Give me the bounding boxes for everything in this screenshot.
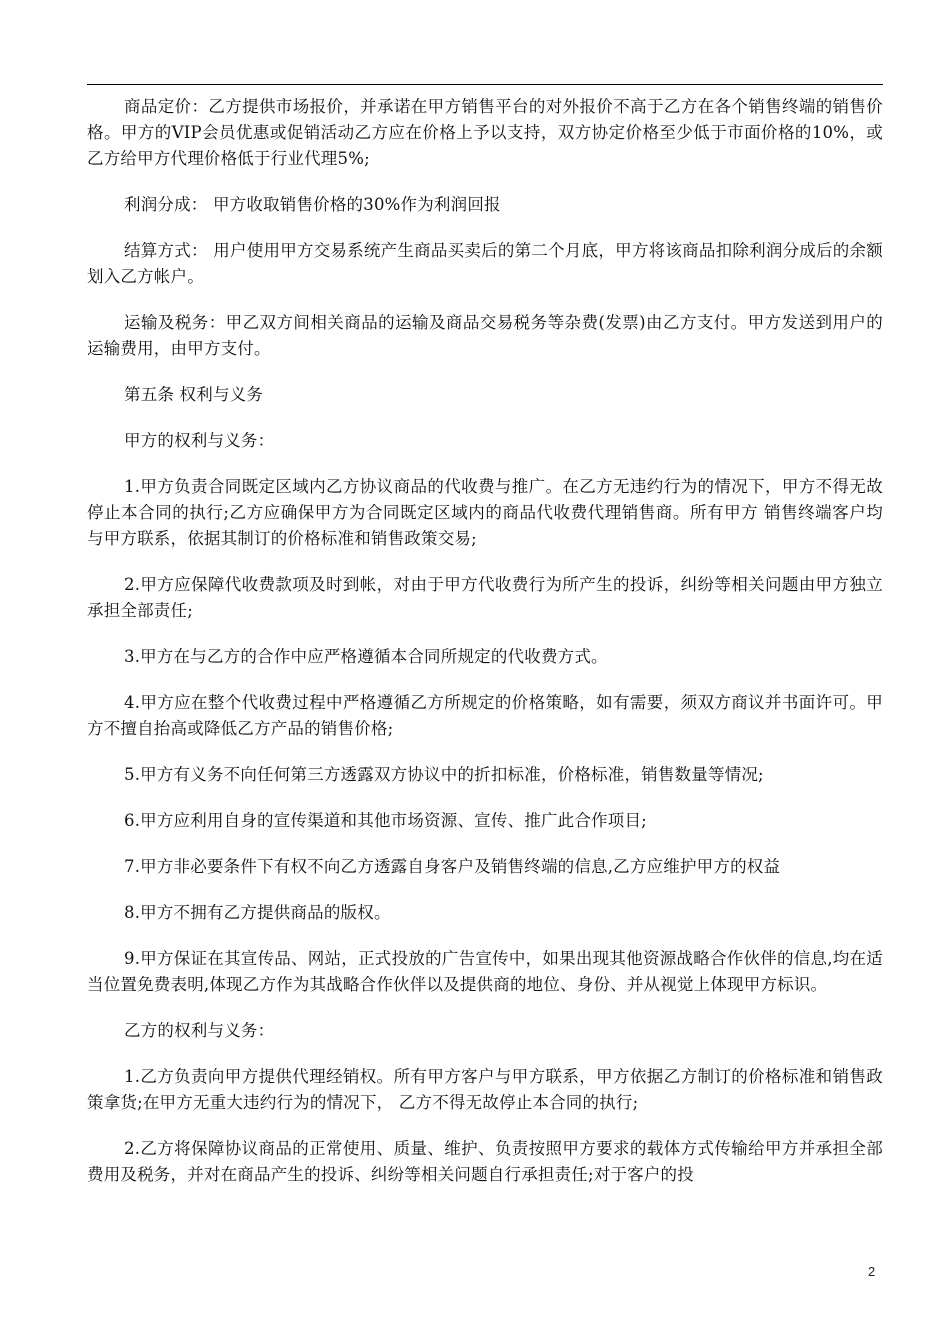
party-a-clause-4: 4.甲方应在整个代收费过程中严格遵循乙方所规定的价格策略，如有需要，须双方商议并书面许可。甲方不擅自抬高或降低乙方产品的销售价格; [87,693,883,738]
subheading-party-a: 甲方的权利与义务： [124,431,275,450]
subheading-party-b: 乙方的权利与义务： [124,1021,275,1040]
party-a-clause-7: 7.甲方非必要条件下有权不向乙方透露自身客户及销售终端的信息,乙方应维护甲方的权益 [124,857,781,876]
header-rule [87,84,883,85]
party-a-clause-6: 6.甲方应利用自身的宣传渠道和其他市场资源、宣传、推广此合作项目; [124,811,647,830]
page-number: 2 [868,1264,876,1279]
party-a-clause-8: 8.甲方不拥有乙方提供商品的版权。 [124,903,391,922]
paragraph-shipping-tax: 运输及税务：甲乙双方间相关商品的运输及商品交易税务等杂费(发票)由乙方支付。甲方发送到用户的运输费用，由甲方支付。 [87,313,883,358]
document-body [87,94,883,1208]
party-a-clause-5: 5.甲方有义务不向任何第三方透露双方协议中的折扣标准，价格标准，销售数量等情况; [124,765,764,784]
section-heading-article-5: 第五条 权利与义务 [124,385,264,404]
party-a-clause-9: 9.甲方保证在其宣传品、网站，正式投放的广告宣传中，如果出现其他资源战略合作伙伴的信息,均在适当位置免费表明,体现乙方作为其战略合作伙伴以及提供商的地位、身份、并从视觉上体现甲方标识。 [87,949,883,994]
paragraph-profit-share: 利润分成： 甲方收取销售价格的30%作为利润回报 [124,195,501,214]
party-a-clause-2: 2.甲方应保障代收费款项及时到帐，对由于甲方代收费行为所产生的投诉，纠纷等相关问题由甲方独立承担全部责任; [87,575,883,620]
paragraph-settlement: 结算方式： 用户使用甲方交易系统产生商品买卖后的第二个月底，甲方将该商品扣除利润分成后的余额划入乙方帐户。 [87,241,883,286]
party-a-clause-1: 1.甲方负责合同既定区域内乙方协议商品的代收费与推广。在乙方无违约行为的情况下，甲方不得无故停止本合同的执行;乙方应确保甲方为合同既定区域内的商品代收费代理销售商。所有甲方 销售终端客户均与甲方联系，依据其制订的价格标准和销售政策交易; [87,477,883,548]
party-b-clause-2: 2.乙方将保障协议商品的正常使用、质量、维护、负责按照甲方要求的载体方式传输给甲方并承担全部费用及税务，并对在商品产生的投诉、纠纷等相关问题自行承担责任;对于客户的投 [87,1139,883,1184]
party-a-clause-3: 3.甲方在与乙方的合作中应严格遵循本合同所规定的代收费方式。 [124,647,608,666]
paragraph-pricing: 商品定价：乙方提供市场报价，并承诺在甲方销售平台的对外报价不高于乙方在各个销售终端的销售价格。甲方的VIP会员优惠或促销活动乙方应在价格上予以支持，双方协定价格至少低于市面价格的10%，或乙方给甲方代理价格低于行业代理5%; [87,97,883,168]
party-b-clause-1: 1.乙方负责向甲方提供代理经销权。所有甲方客户与甲方联系，甲方依据乙方制订的价格标准和销售政策拿货;在甲方无重大违约行为的情况下， 乙方不得无故停止本合同的执行; [87,1067,883,1112]
